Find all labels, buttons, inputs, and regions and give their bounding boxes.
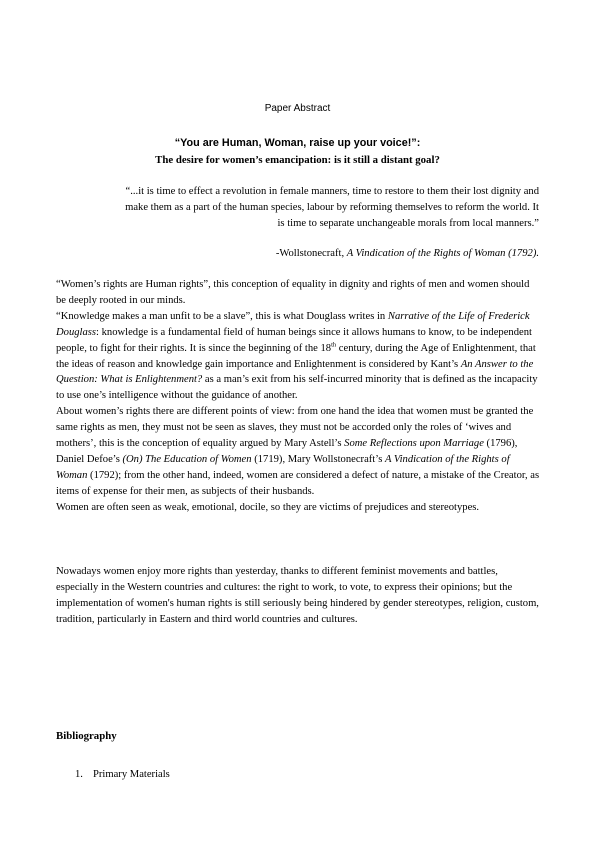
- paragraph-3-text-a: About women’s rights there are different points of view: from one hand the idea that women must be granted the same rights as men, they must not be seen as slaves, they must not be accorded only the roles of ‘wives and mothers’, this is the conception of equality argued by Mary Astell’s: [56, 406, 534, 450]
- paragraph-3-text-g: (1792); from the other hand, indeed, women are considered a defect of nature, a mistake of the Creator, as items of expense for their men, as subjects of their husbands.: [56, 469, 540, 497]
- paragraph-2-text-c: : knowledge is a fundamental field of human beings since it allows humans to know, to be independent people, to fight for their rights. It is since the beginning of the 18: [56, 326, 532, 354]
- bibliography-list: [75, 768, 170, 781]
- title-line-1: “You are Human, Woman, raise up your voice!”:: [174, 137, 421, 149]
- paragraph-2-work-title-douglass: Narrative of the Life of Frederick Douglass: [56, 310, 530, 338]
- list-item-label: Primary Materials: [93, 769, 170, 780]
- paragraph-3-text-e: (1719), Mary Wollstonecraft’s: [251, 453, 385, 465]
- paragraph-3-work-title-astell: Some Reflections upon Marriage: [344, 438, 484, 450]
- paragraph-3: [56, 404, 540, 499]
- epigraph-line-3: is time to separate unchangeable morals from local manners.”: [277, 218, 539, 229]
- paragraph-2-text-a: “Knowledge makes a man unfit to be a slave”, this is what Douglass writes in: [56, 310, 388, 322]
- paragraph-2-text-d: century, during the Age of Enlightenment, that the ideas of reason and knowledge gain importance and Enlightenment is considered by Kant’s: [56, 342, 536, 370]
- epigraph-line-2: make them as a part of the human species, labour by reforming themselves to reform the world. It: [125, 202, 539, 213]
- epigraph-author: -Wollstonecraft,: [275, 248, 347, 259]
- abstract-body-continued: [56, 564, 540, 628]
- paragraph-2-work-title-kant: An Answer to the Question: What is Enlightenment?: [56, 358, 534, 386]
- paragraph-3-work-title-defoe: (On) The Education of Women: [122, 453, 252, 465]
- paragraph-1: “Women’s rights are Human rights”, this conception of equality in dignity and rights of men and women should be deeply rooted in our minds.: [56, 279, 530, 306]
- century-superscript: th: [331, 341, 337, 349]
- epigraph-quote: [60, 184, 539, 232]
- bibliography-list-item: [75, 768, 170, 781]
- epigraph-attribution: [60, 247, 539, 261]
- bibliography-heading: Bibliography: [56, 730, 117, 742]
- paragraph-5: Nowadays women enjoy more rights than yesterday, thanks to different feminist movements and battles, especially in the Western countries and cultures: the right to work, to vote, to express their opinions; but the implementation of women's human rights is still seriously being hindered by gender stereotypes, religion, custom, tradition, particularly in Eastern and third world countries and cultures.: [56, 566, 539, 625]
- paragraph-3-text-c: (1796), Daniel Defoe’s: [56, 438, 518, 465]
- paragraph-2: [56, 309, 540, 404]
- epigraph-work-title: A Vindication of the Rights of Woman (1792).: [346, 248, 539, 259]
- abstract-body: [56, 277, 540, 516]
- title-line-2: The desire for women’s emancipation: is it still a distant goal?: [155, 154, 440, 166]
- paragraph-2-text-f: as a man’s exit from his self-incurred minority that is defined as the incapacity to use one’s intelligence without the guidance of another.: [56, 374, 538, 402]
- paper-abstract-label: Paper Abstract: [264, 103, 331, 114]
- paragraph-3-work-title-wollstonecraft: A Vindication of the Rights of Woman: [56, 453, 510, 481]
- paragraph-4: Women are often seen as weak, emotional, docile, so they are victims of prejudices and stereotypes.: [56, 501, 480, 513]
- epigraph-line-1: “...it is time to effect a revolution in female manners, time to restore to them their lost dignity and: [125, 186, 539, 197]
- list-item-number: 1.: [75, 769, 83, 780]
